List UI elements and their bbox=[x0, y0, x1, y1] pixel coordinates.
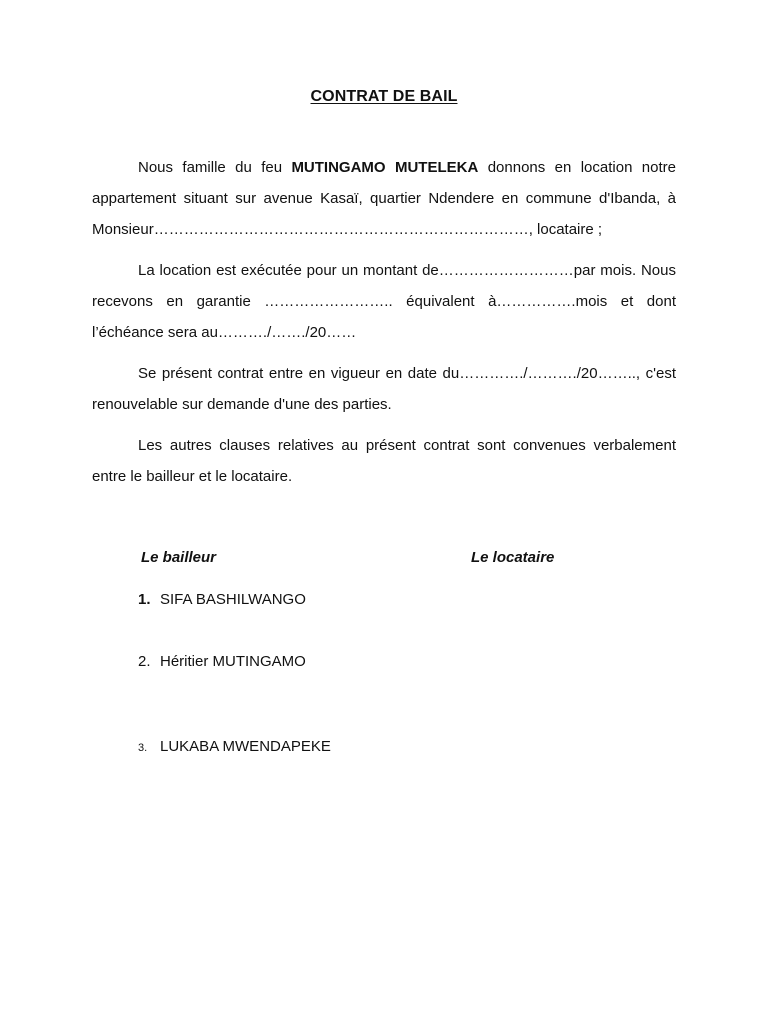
paragraph-parties-intro: Nous famille du feu bbox=[138, 159, 292, 176]
signer-item bbox=[138, 653, 306, 670]
signer-item bbox=[138, 738, 331, 755]
paragraph-effective-date: Se présent contrat entre en vigueur en date du…………./………./20…….., c'est renouvelable sur demande d'une des parties. bbox=[92, 365, 676, 413]
signer-name: SIFA BASHILWANGO bbox=[160, 591, 306, 608]
paragraph-parties-rest: donnons en location notre appartement situant sur avenue Kasaï, quartier Ndendere en commune d'Ibanda, à Monsieur…………………………………………………………………, locataire ; bbox=[92, 159, 676, 238]
signer-number: 1. bbox=[138, 591, 151, 608]
signer-name: Héritier MUTINGAMO bbox=[160, 653, 306, 670]
signer-item bbox=[138, 591, 306, 608]
document-title: CONTRAT DE BAIL bbox=[310, 88, 458, 105]
document-body bbox=[92, 152, 676, 502]
paragraph-other-clauses: Les autres clauses relatives au présent contrat sont convenues verbalement entre le bailleur et le locataire. bbox=[92, 437, 676, 485]
signer-name: LUKABA MWENDAPEKE bbox=[160, 738, 331, 755]
paragraph-rent-amount: La location est exécutée pour un montant de………………………par mois. Nous recevons en garantie …………………….. équivalent à…………….mois et dont l’échéance sera au………./……./20…… bbox=[92, 262, 676, 341]
signer-number: 3. bbox=[138, 742, 148, 754]
tenant-heading: Le locataire bbox=[471, 549, 555, 566]
landlord-heading: Le bailleur bbox=[141, 549, 217, 566]
paragraph-parties bbox=[92, 152, 676, 245]
signer-number: 2. bbox=[138, 653, 151, 670]
family-name: MUTINGAMO MUTELEKA bbox=[291, 159, 479, 176]
